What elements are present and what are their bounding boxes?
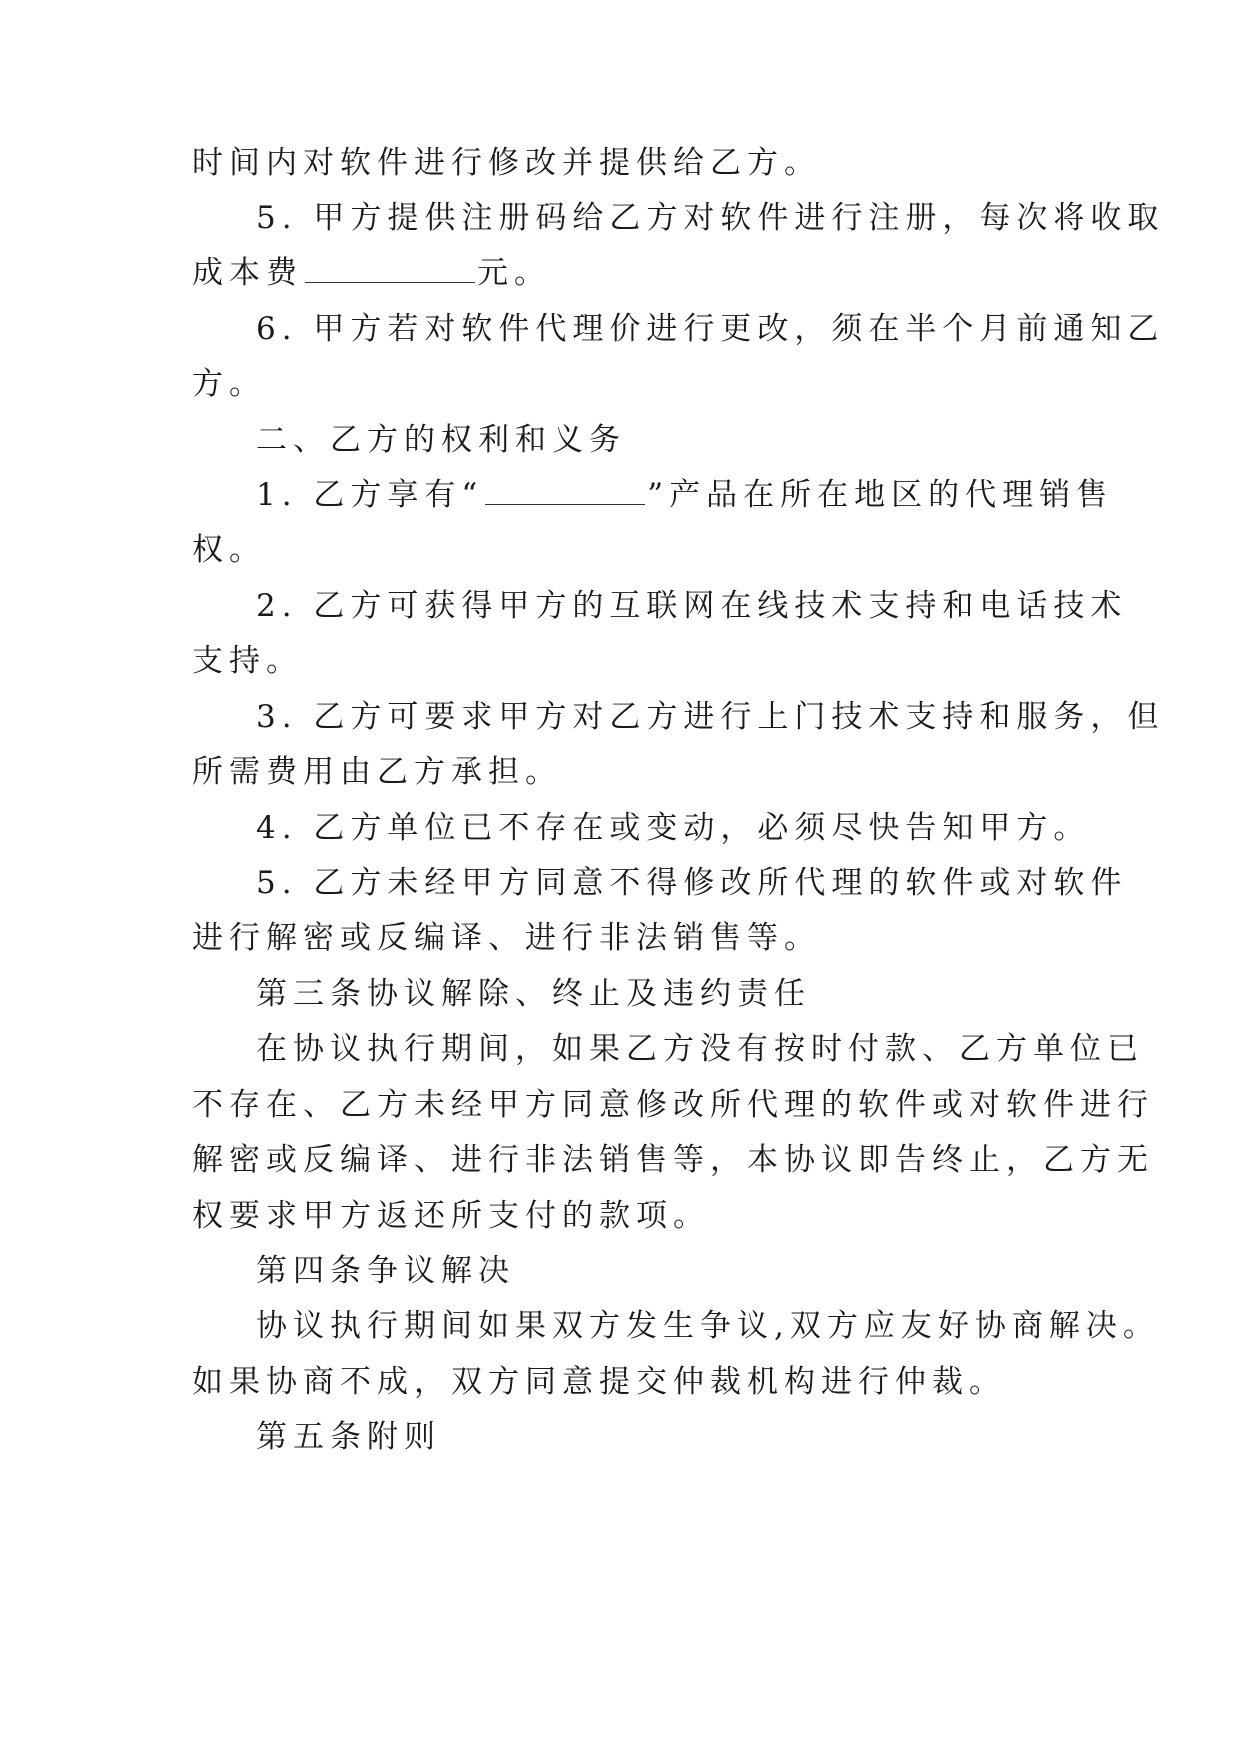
text-segment: 在协议执行期间，如果乙方没有按时付款、乙方单位已	[256, 1031, 1144, 1067]
paragraph-line	[192, 253, 1072, 293]
text-segment: 4. 乙方单位已不存在或变动，必须尽快告知甲方。	[256, 810, 1091, 846]
paragraph-line	[256, 309, 1165, 349]
text-segment: ”产品在所在地区的代理销售	[647, 477, 1114, 513]
text-segment: 第三条协议解除、终止及违约责任	[256, 976, 811, 1012]
text-segment: 解密或反编译、进行非法销售等，本协议即告终止，乙方无	[192, 1142, 1154, 1178]
text-segment: 成本费	[192, 255, 303, 291]
section-heading	[256, 420, 1072, 460]
text-segment: 元。	[477, 255, 551, 291]
text-segment: 所需费用由乙方承担。	[192, 754, 562, 790]
text-segment: 支持。	[192, 643, 303, 679]
fill-in-blank	[305, 256, 475, 283]
text-segment: 3. 乙方可要求甲方对乙方进行上门技术支持和服务，但	[256, 699, 1165, 735]
section-heading	[256, 1417, 1072, 1457]
paragraph-line	[192, 752, 1072, 792]
paragraph-line	[192, 364, 1072, 404]
text-segment: 第四条争议解决	[256, 1253, 515, 1289]
text-segment: 2. 乙方可获得甲方的互联网在线技术支持和电话技术	[256, 588, 1128, 624]
text-segment: 第五条附则	[256, 1419, 441, 1455]
text-segment: 5. 甲方提供注册码给乙方对软件进行注册，每次将收取	[256, 200, 1165, 236]
paragraph-line	[256, 475, 1114, 515]
text-segment: 权要求甲方返还所支付的款项。	[192, 1198, 710, 1234]
text-segment: 权。	[192, 532, 266, 568]
section-heading	[256, 1251, 1072, 1291]
paragraph-line	[192, 1085, 1154, 1125]
paragraph-line	[256, 586, 1128, 626]
text-segment: 方。	[192, 366, 266, 402]
text-segment: 不存在、乙方未经甲方同意修改所代理的软件或对软件进行	[192, 1087, 1154, 1123]
paragraph-line	[192, 918, 1072, 958]
paragraph-line	[256, 697, 1165, 737]
text-segment: 6. 甲方若对软件代理价进行更改，须在半个月前通知乙	[256, 311, 1165, 347]
text-segment: 时间内对软件进行修改并提供给乙方。	[192, 145, 821, 181]
section-heading	[256, 974, 1072, 1014]
text-segment: 1. 乙方享有“	[256, 477, 484, 513]
paragraph-line	[192, 530, 1072, 570]
paragraph-line	[192, 1362, 1072, 1402]
text-segment: 如果协商不成，双方同意提交仲裁机构进行仲裁。	[192, 1364, 1006, 1400]
paragraph-line	[192, 143, 1072, 183]
paragraph-line	[256, 863, 1128, 903]
text-segment: 5. 乙方未经甲方同意不得修改所代理的软件或对软件	[256, 865, 1128, 901]
fill-in-blank	[485, 478, 645, 505]
paragraph-line	[256, 1306, 1160, 1346]
paragraph-line	[192, 641, 1072, 681]
paragraph-line	[256, 1029, 1144, 1069]
text-segment: 进行解密或反编译、进行非法销售等。	[192, 920, 821, 956]
paragraph-line	[256, 198, 1165, 238]
paragraph-line	[256, 808, 1091, 848]
paragraph-line	[192, 1196, 1072, 1236]
text-segment: 二、乙方的权利和义务	[256, 422, 626, 458]
paragraph-line	[192, 1140, 1154, 1180]
text-segment: 协议执行期间如果双方发生争议,双方应友好协商解决。	[256, 1308, 1160, 1344]
